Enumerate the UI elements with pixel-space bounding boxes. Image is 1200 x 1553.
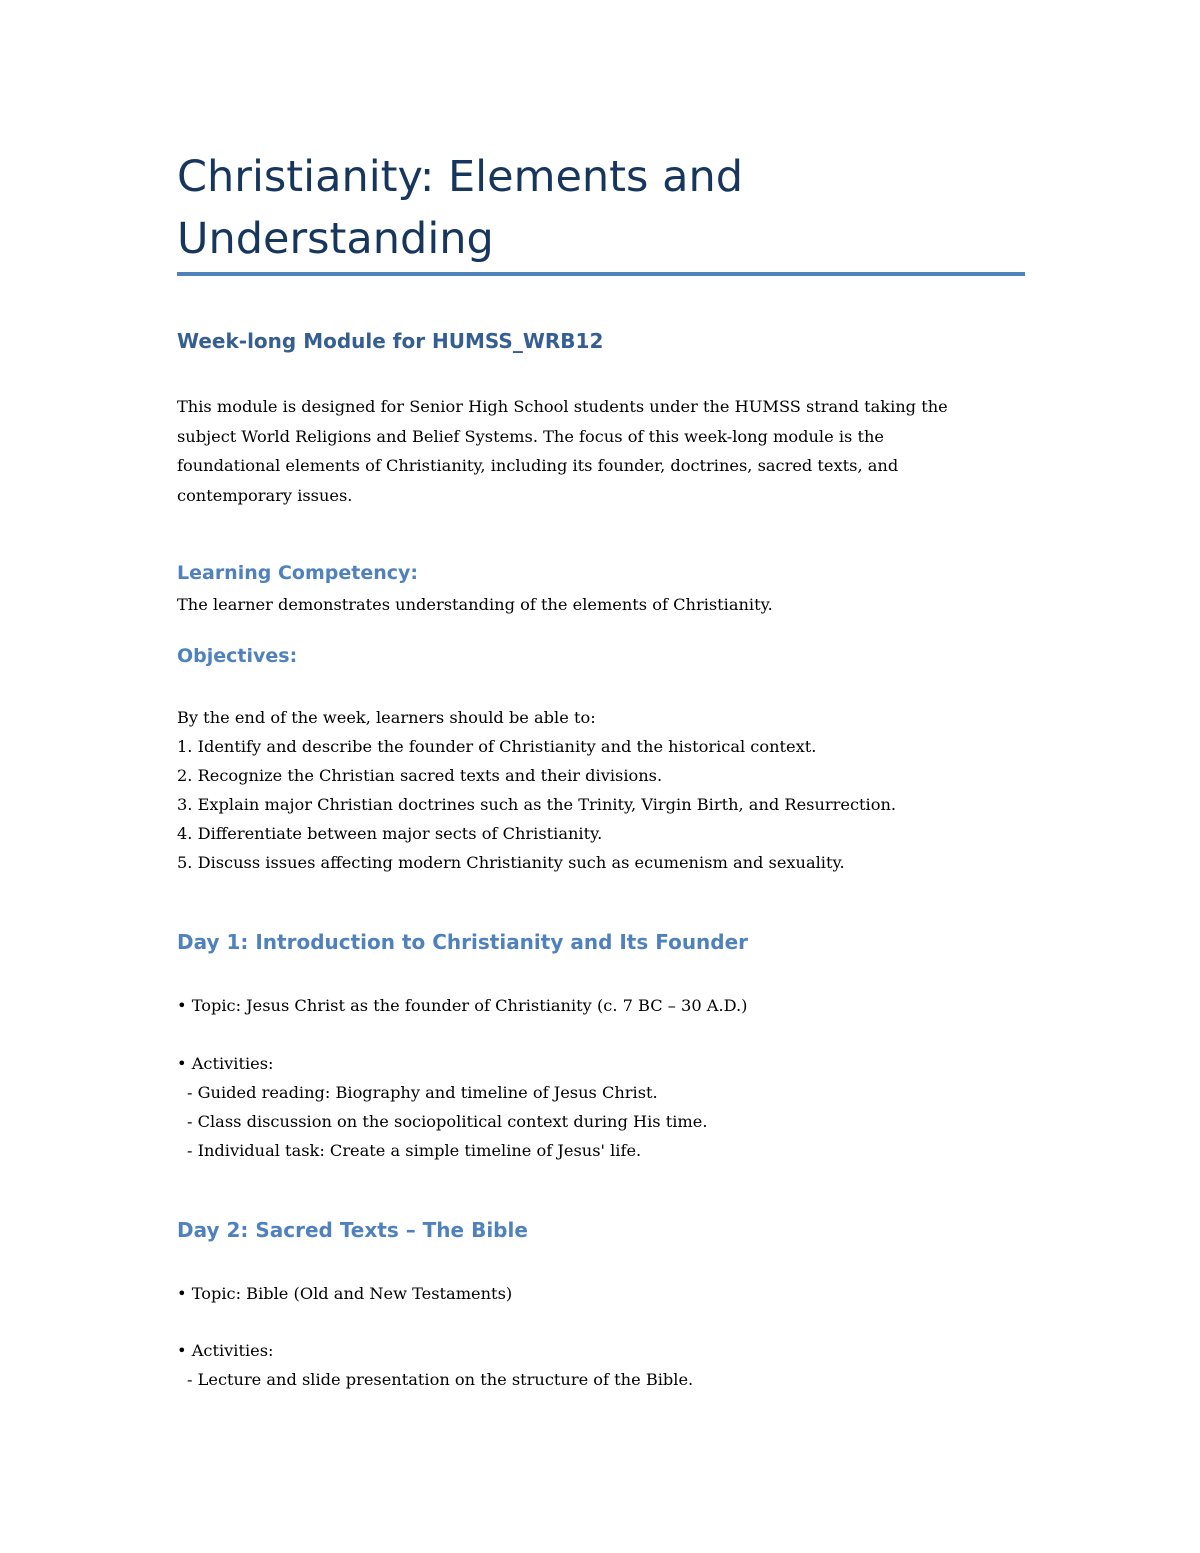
- objective-item: 5. Discuss issues affecting modern Christianity such as ecumenism and sexuality.: [177, 853, 845, 872]
- day1-activities-list: [177, 1049, 707, 1165]
- intro-line: foundational elements of Christianity, including its founder, doctrines, sacred texts, and: [177, 456, 899, 475]
- competency-heading: Learning Competency:: [177, 562, 418, 584]
- objectives-intro: By the end of the week, learners should be able to:: [177, 708, 596, 727]
- intro-paragraph: [177, 392, 1037, 510]
- title-line-2: Understanding: [177, 214, 494, 264]
- objectives-heading: Objectives:: [177, 645, 298, 667]
- activity-item: - Individual task: Create a simple timeline of Jesus' life.: [187, 1141, 642, 1160]
- day2-topic: • Topic: Bible (Old and New Testaments): [177, 1284, 513, 1303]
- day1-heading: Day 1: Introduction to Christianity and Its Founder: [177, 930, 749, 954]
- intro-line: contemporary issues.: [177, 485, 353, 505]
- objective-item: 2. Recognize the Christian sacred texts and their divisions.: [177, 766, 663, 785]
- day1-activities-label: • Activities:: [177, 1054, 274, 1073]
- objective-item: 3. Explain major Christian doctrines such as the Trinity, Virgin Birth, and Resurrection.: [177, 795, 897, 814]
- intro-line: This module is designed for Senior High School students under the HUMSS strand taking the: [177, 397, 948, 416]
- title-line-1: Christianity: Elements and: [177, 152, 743, 202]
- day2-activities-list: [177, 1336, 693, 1394]
- competency-text: The learner demonstrates understanding of the elements of Christianity.: [177, 595, 773, 614]
- activity-item: - Class discussion on the sociopolitical context during His time.: [187, 1112, 708, 1131]
- title-underline-rule: [177, 272, 1025, 276]
- day2-activities-label: • Activities:: [177, 1341, 274, 1360]
- day2-heading: Day 2: Sacred Texts – The Bible: [177, 1218, 528, 1242]
- activity-item: - Guided reading: Biography and timeline of Jesus Christ.: [187, 1083, 658, 1102]
- day1-topic: • Topic: Jesus Christ as the founder of Christianity (c. 7 BC – 30 A.D.): [177, 996, 748, 1015]
- intro-line: subject World Religions and Belief Systems. The focus of this week-long module is the: [177, 426, 884, 446]
- objectives-list: [177, 703, 896, 877]
- objective-item: 1. Identify and describe the founder of Christianity and the historical context.: [177, 737, 817, 756]
- activity-item: - Lecture and slide presentation on the structure of the Bible.: [187, 1370, 694, 1389]
- module-heading: Week-long Module for HUMSS_WRB12: [177, 329, 604, 353]
- objective-item: 4. Differentiate between major sects of Christianity.: [177, 824, 603, 843]
- document-title: [177, 146, 1027, 270]
